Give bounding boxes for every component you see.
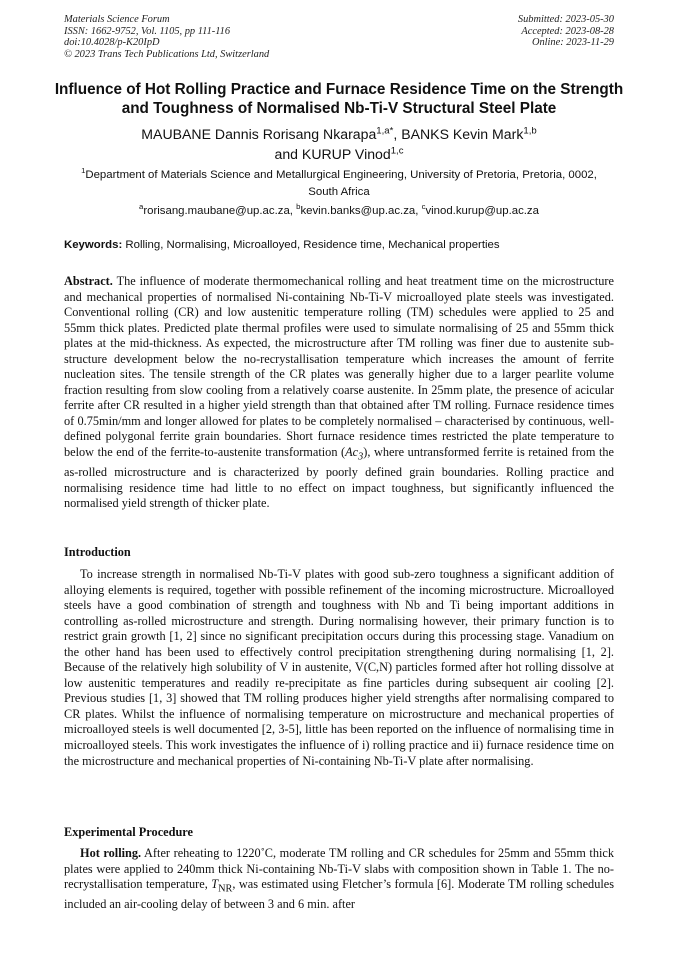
experimental-text-2: , was estimated using Fletcher’s formula [6]. Moderate TM rolling schedules included an air-cooling delay of between 3 and 6 min. after: [64, 877, 614, 912]
author-1: MAUBANE Dannis Rorisang Nkarapa: [141, 126, 377, 142]
publication-dates: [518, 14, 614, 49]
issn-line: ISSN: 1662-9752, Vol. 1105, pp 111-116: [64, 25, 231, 37]
abstract-text-1: The influence of moderate thermomechanical rolling and heat treatment time on the microstructure and mechanical properties of normalised Ni-containing Nb-Ti-V microalloyed plate steels was investigated. Conventional rolling (CR) and low austenitic temperature rolling (TM) schedules were applied to 25 and 55mm thick plates. Predicted plate thermal profiles were used to simulate normalising of 25 and 55mm thick plates at the mid-thickness. As expected, the microstructure after TM rolling was finer due to austenite sub-structure development below the no-recrystallisation temperature which increases the amount of ferrite nucleation sites. The tensile strength of the CR plates was generally higher due to a larger pearlite volume fraction resulting from slow cooling from a relatively coarse austenite. In 25mm plate, the presence of acicular ferrite after CR resulted in a higher yield strength than that obtained after TM rolling. Furnace residence times of 0.75min/mm and longer allowed for plates to be completely normalised – characterised by continuous, well-defined polygonal ferrite grain boundaries. Short furnace residence times restricted the plate temperature to below the end of the ferrite-to-austenite transformation (: [64, 274, 614, 460]
paper-title: Influence of Hot Rolling Practice and Furnace Residence Time on the Strength and Toughness of Normalised Nb-Ti-V Structural Steel Plate: [54, 81, 624, 117]
experimental-text-1: After reheating to 1220˚C, moderate TM rolling and CR schedules for 25mm and 55mm thick plates were applied to 240mm thick Ni-containing Nb-Ti-V slabs with composition shown in Table 1. The no-recrystallisation temperature,: [64, 846, 614, 892]
accepted-date: Accepted: 2023-08-28: [521, 25, 614, 37]
keywords-text: Rolling, Normalising, Microalloyed, Residence time, Mechanical properties: [125, 239, 500, 251]
experimental-heading: Experimental Procedure: [64, 825, 193, 839]
author-and: and: [274, 146, 298, 162]
keywords-label: Keywords:: [64, 239, 123, 251]
hot-rolling-runhead: Hot rolling.: [80, 846, 142, 860]
abstract-label: Abstract.: [64, 274, 113, 288]
copyright-line: © 2023 Trans Tech Publications Ltd, Switzerland: [64, 48, 270, 60]
submitted-date: Submitted: 2023-05-30: [517, 14, 614, 25]
author-2-affil: 1,b: [523, 125, 537, 137]
abstract: [64, 274, 614, 512]
email-b[interactable]: kevin.banks@up.ac.za: [300, 205, 416, 217]
affiliation: [70, 167, 608, 201]
email-c-marker: c: [421, 202, 426, 212]
abstract-text-2: ), where untransformed ferrite is retained from the as-rolled microstructure and is characterized by poorly defined grain boundaries. Rolling practice and normalising residence time had little to no effect on impact toughness, but significantly influenced the normalised yield strength of thicker plate.: [64, 445, 614, 511]
email-list: $^a$rorisang.maubane@up.ac.za, $^b$kevin.banks@up.ac.za, $^c$vinod.kurup@up.ac.za: [139, 202, 539, 217]
email-a[interactable]: rorisang.maubane@up.ac.za: [143, 205, 290, 217]
ac3-symbol: [345, 445, 364, 463]
affiliation-marker: 1: [81, 166, 86, 176]
introduction-heading: Introduction: [64, 545, 131, 559]
author-3-affil: 1,c: [390, 145, 404, 157]
author-3: KURUP Vinod: [301, 146, 391, 162]
tnr-main: T: [211, 877, 219, 892]
author-1-affil: 1,a*: [376, 125, 394, 137]
tnr-sub: NR: [218, 883, 233, 895]
keywords-line: [64, 238, 614, 253]
journal-name: Materials Science Forum: [64, 14, 170, 25]
affiliation-text: Department of Materials Science and Metallurgical Engineering, University of Pretoria, Pretoria, 0002, South Africa: [85, 169, 597, 198]
email-a-marker: a: [139, 202, 144, 212]
author-2: BANKS Kevin Mark: [401, 126, 524, 142]
journal-info: [64, 14, 269, 60]
online-date: Online: 2023-11-29: [531, 37, 614, 49]
ac3-main: Ac: [345, 445, 359, 460]
doi-line[interactable]: doi:10.4028/p-K20IpD: [64, 37, 160, 49]
email-c[interactable]: vinod.kurup@up.ac.za: [425, 205, 539, 217]
ac3-sub: 3: [358, 451, 364, 463]
email-b-marker: b: [296, 202, 301, 212]
experimental-text: [64, 846, 614, 913]
introduction-text: To increase strength in normalised Nb-Ti-V plates with good sub-zero toughness a significant addition of alloying elements is required, together with possible refinement of the incoming microstructure. Microalloyed steels have a good combination of strength and toughness with Nb and Ti being important additions in controlling as-rolled microstructure and strength. During normalising however, their primary function is to restrict grain growth [1, 2] since no significant precipitation occurs during this processing stage. Vanadium on the other hand has been used to effectively control precipitation strengthening during normalising [1, 2]. Because of the relatively high solubility of V in austenite, V(C,N) particles formed after hot rolling dissolve at low austenitic temperatures and readily re-precipitate as fine particles during subsequent air cooling [2]. Previous studies [1, 3] showed that TM rolling produces higher yield strengths after normalising compared to CR plates. Whilst the influence of normalising temperature on microstructure and mechanical properties of microalloyed steels is well documented [2, 3-5], little has been reported on the influence of normalising time in microalloyed steels. This work investigates the influence of i) rolling practice and ii) furnace residence time on the microstructure and mechanical properties of Ni-containing Nb-Ti-V plate after normalising.: [64, 567, 614, 768]
author-list: MAUBANE Dannis Rorisang Nkarapa$^{1,a*}$, BANKS Kevin Mark$^{1,b}$ and KURUP Vinod$^{1,c}$: [141, 125, 537, 162]
